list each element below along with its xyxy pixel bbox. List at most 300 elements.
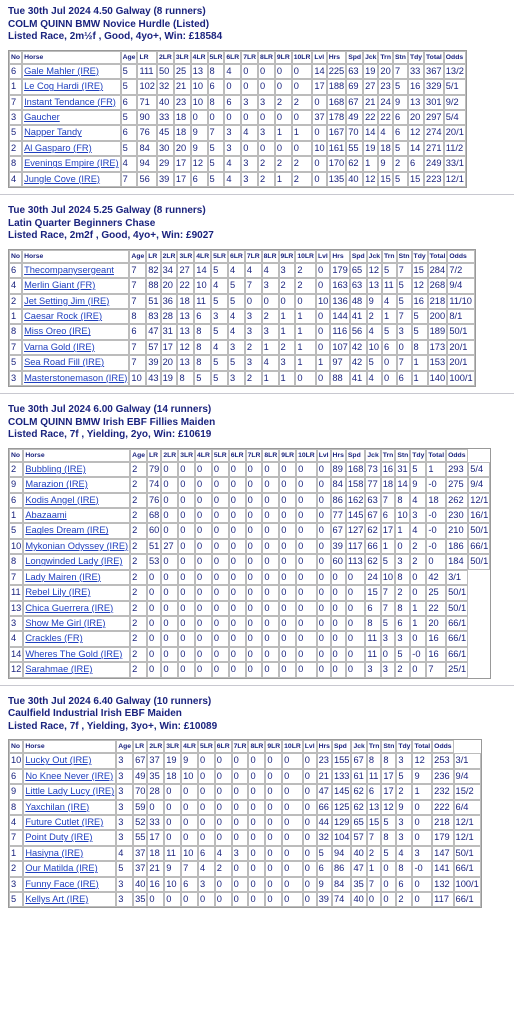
table-cell: 2 <box>367 309 382 324</box>
horse-link[interactable]: No Knee Never (IRE) <box>23 769 116 784</box>
column-header: 5LR <box>212 449 229 462</box>
table-cell: 0 <box>215 784 232 799</box>
table-cell: 0 <box>246 601 263 616</box>
table-cell: 0 <box>248 846 265 861</box>
horse-link[interactable]: Gale Mahler (IRE) <box>22 64 121 79</box>
table-cell: 8 <box>381 830 396 845</box>
table-cell: 20 <box>161 278 178 293</box>
table-cell: 5 <box>228 294 245 309</box>
table-cell: 0 <box>346 601 366 616</box>
table-cell: 61 <box>351 769 366 784</box>
table-cell: 0 <box>303 815 317 830</box>
table-cell: 2 <box>245 371 262 386</box>
table-cell: 5 <box>393 141 408 156</box>
table-cell: 2 <box>245 340 262 355</box>
table-cell: 2 <box>9 861 23 876</box>
column-header: 6LR <box>228 250 245 263</box>
table-cell: 3 <box>116 877 133 892</box>
table-cell: 16/1 <box>468 508 490 523</box>
horse-link[interactable]: Abazaami <box>23 508 130 523</box>
table-cell: 7 <box>9 340 22 355</box>
column-header: Lvl <box>316 250 330 263</box>
table-cell: 0 <box>229 554 246 569</box>
table-cell: 34 <box>161 263 178 278</box>
table-cell: 10 <box>381 570 396 585</box>
table-cell: 17 <box>381 769 396 784</box>
table-cell: 56 <box>350 324 367 339</box>
table-cell: 12 <box>363 172 378 187</box>
table-row <box>9 309 475 324</box>
table-cell: 0 <box>248 769 265 784</box>
horse-link[interactable]: Jungle Cove (IRE) <box>22 172 121 187</box>
table-cell: 2 <box>130 477 147 492</box>
table-cell: 7 <box>381 601 396 616</box>
table-cell: 0 <box>178 570 195 585</box>
table-cell: 168 <box>346 462 366 477</box>
table-cell: 49 <box>133 769 147 784</box>
column-header: 2LR <box>147 740 164 753</box>
horse-link[interactable]: Le Cog Hardi (IRE) <box>22 79 121 94</box>
table-cell: 33/1 <box>444 156 466 171</box>
table-cell: 62 <box>365 523 380 538</box>
table-cell: 0 <box>229 493 246 508</box>
table-cell: 88 <box>146 278 160 293</box>
table-cell: 42 <box>426 570 446 585</box>
table-cell: 7 <box>129 263 146 278</box>
table-header-row <box>9 740 481 753</box>
table-cell: 28 <box>147 784 164 799</box>
horse-link[interactable]: Evenings Empire (IRE) <box>22 156 121 171</box>
table-cell: 3 <box>228 340 245 355</box>
table-cell: 6 <box>198 846 215 861</box>
table-cell: 0 <box>232 784 249 799</box>
horse-link[interactable]: Show Me Girl (IRE) <box>23 616 130 631</box>
table-cell: 0 <box>161 554 178 569</box>
table-cell: 40 <box>133 877 147 892</box>
table-cell: 0 <box>164 784 181 799</box>
table-cell: 0 <box>161 647 178 662</box>
horse-link[interactable]: Our Matilda (IRE) <box>23 861 116 876</box>
table-cell: 20/1 <box>447 355 474 370</box>
horse-link[interactable]: Future Cutlet (IRE) <box>23 815 116 830</box>
table-cell: 5/1 <box>444 79 466 94</box>
table-cell: 2 <box>130 647 147 662</box>
table-cell: 3/1 <box>446 570 468 585</box>
table-cell: 0 <box>279 647 296 662</box>
horse-link[interactable]: Caesar Rock (IRE) <box>22 309 129 324</box>
column-header: Jck <box>365 449 380 462</box>
table-cell: 40 <box>351 892 366 907</box>
horse-link[interactable]: Hasiyna (IRE) <box>23 846 116 861</box>
table-cell: 0 <box>208 110 225 125</box>
table-cell: 0 <box>229 462 246 477</box>
table-cell: 0 <box>215 830 232 845</box>
table-cell: 13 <box>177 324 194 339</box>
table-cell: 5 <box>208 172 225 187</box>
table-cell: 3 <box>396 753 412 768</box>
table-cell: 3 <box>198 877 215 892</box>
table-cell: 8 <box>365 616 380 631</box>
table-cell: 3 <box>279 355 296 370</box>
table-cell: 140 <box>428 371 448 386</box>
race-info: Listed Race, 7f , Yielding, 3yo+, Win: £10089 <box>8 720 218 732</box>
column-header: LR <box>133 740 147 753</box>
table-cell: 1 <box>295 309 316 324</box>
table-cell: 5 <box>381 554 396 569</box>
column-header: Stn <box>395 449 410 462</box>
table-cell: 0 <box>410 631 426 646</box>
table-cell: 23 <box>378 79 393 94</box>
horse-link[interactable]: Kodis Angel (IRE) <box>23 493 130 508</box>
table-cell: 5 <box>211 355 228 370</box>
table-cell: 66/1 <box>446 631 468 646</box>
horse-link[interactable]: Crackles (FR) <box>23 631 130 646</box>
table-cell: 0 <box>246 508 263 523</box>
table-cell: 9 <box>181 753 198 768</box>
table-cell: 16 <box>147 877 164 892</box>
horse-link[interactable]: Eagles Dream (IRE) <box>23 523 130 538</box>
table-cell: 218 <box>432 815 453 830</box>
horse-link[interactable]: Masterstonemason (IRE) <box>22 371 129 386</box>
horse-link[interactable]: Bubbling (IRE) <box>23 462 130 477</box>
horse-link[interactable]: Chica Guerrera (IRE) <box>23 601 130 616</box>
race-header <box>8 201 512 249</box>
horse-link[interactable]: Miss Oreo (IRE) <box>22 324 129 339</box>
table-cell: 0 <box>212 462 229 477</box>
horse-link[interactable]: Funny Face (IRE) <box>23 877 116 892</box>
table-cell: 0 <box>212 523 229 538</box>
horse-link[interactable]: Lady Mairen (IRE) <box>23 570 130 585</box>
table-cell: -0 <box>426 477 446 492</box>
table-cell: 13 <box>177 355 194 370</box>
table-cell: 0 <box>246 493 263 508</box>
table-cell: 0 <box>147 601 161 616</box>
column-header: Horse <box>23 740 116 753</box>
table-cell: 3 <box>279 263 296 278</box>
table-cell: 0 <box>147 631 161 646</box>
table-cell: 50/1 <box>468 523 490 538</box>
table-header-row <box>9 51 466 64</box>
table-cell: 0 <box>262 508 279 523</box>
column-header: 5LR <box>208 51 225 64</box>
table-cell: 12/1 <box>454 830 481 845</box>
table-cell: 18 <box>147 846 164 861</box>
table-row <box>9 477 490 492</box>
table-cell: 253 <box>432 753 453 768</box>
table-cell: 100/1 <box>447 371 474 386</box>
column-header: 4LR <box>191 51 208 64</box>
table-cell: 3 <box>412 846 432 861</box>
table-cell: 11/10 <box>447 294 474 309</box>
table-cell: 0 <box>262 570 279 585</box>
table-cell: 0 <box>316 371 330 386</box>
table-cell: 4 <box>224 172 241 187</box>
table-cell: 116 <box>330 324 350 339</box>
table-cell: 111 <box>137 64 157 79</box>
table-cell: 125 <box>332 800 352 815</box>
table-cell: 66/1 <box>454 861 481 876</box>
table-cell: 45 <box>157 125 174 140</box>
horse-link[interactable]: Sea Road Fill (IRE) <box>22 355 129 370</box>
table-cell: 0 <box>195 647 212 662</box>
table-cell: 1 <box>295 340 316 355</box>
table-cell: 6 <box>9 64 22 79</box>
table-cell: 2 <box>130 493 147 508</box>
table-cell: 6 <box>393 110 408 125</box>
table-cell: 0 <box>279 477 296 492</box>
table-cell: 56 <box>137 172 157 187</box>
table-cell: 32 <box>157 79 174 94</box>
table-cell: 0 <box>248 800 265 815</box>
column-header: Total <box>426 449 446 462</box>
table-cell: 2 <box>275 95 292 110</box>
table-cell: 2 <box>130 601 147 616</box>
column-header: LR <box>146 250 160 263</box>
horse-link[interactable]: Point Duty (IRE) <box>23 830 116 845</box>
table-cell: 0 <box>317 601 331 616</box>
table-cell: 10 <box>181 846 198 861</box>
table-cell: 37 <box>133 861 147 876</box>
table-cell: 5 <box>410 462 426 477</box>
table-cell: 5 <box>194 371 211 386</box>
table-cell: 0 <box>229 539 246 554</box>
table-cell: 4 <box>262 355 279 370</box>
horse-link[interactable]: Longwinded Lady (IRE) <box>23 554 130 569</box>
table-cell: 12 <box>367 263 382 278</box>
table-cell: 0 <box>275 79 292 94</box>
table-cell: 66 <box>317 800 332 815</box>
table-cell: 0 <box>331 585 346 600</box>
table-row <box>9 278 475 293</box>
horse-link[interactable]: Gaucher <box>22 110 121 125</box>
table-cell: 0 <box>212 601 229 616</box>
table-cell: 0 <box>275 64 292 79</box>
table-cell: 0 <box>262 523 279 538</box>
column-header: Total <box>412 740 432 753</box>
table-cell: 3 <box>224 125 241 140</box>
table-cell: 0 <box>164 892 181 907</box>
table-cell: 20/1 <box>447 340 474 355</box>
horse-link[interactable]: Varna Gold (IRE) <box>22 340 129 355</box>
horse-link[interactable]: Jet Setting Jim (IRE) <box>22 294 129 309</box>
table-cell: 67 <box>365 508 380 523</box>
table-cell: 0 <box>296 601 317 616</box>
table-row <box>9 125 466 140</box>
table-cell: 0 <box>178 554 195 569</box>
table-cell: 0 <box>367 892 382 907</box>
table-cell: 2 <box>395 662 410 677</box>
table-cell: 0 <box>346 647 366 662</box>
table-cell: 0 <box>258 64 275 79</box>
table-cell: 3 <box>262 278 279 293</box>
table-cell: 0 <box>282 861 303 876</box>
table-cell: 90 <box>137 110 157 125</box>
table-cell: 0 <box>147 800 164 815</box>
table-cell: 76 <box>137 125 157 140</box>
horse-link[interactable]: Mykonian Odyssey (IRE) <box>23 539 130 554</box>
column-header: 4LR <box>194 250 211 263</box>
table-cell: 3 <box>116 769 133 784</box>
table-cell: 5 <box>382 324 397 339</box>
table-cell: 104 <box>332 830 352 845</box>
horse-link[interactable]: Instant Tendance (FR) <box>22 95 121 110</box>
table-cell: 17 <box>147 830 164 845</box>
table-cell: 0 <box>303 846 317 861</box>
horse-link[interactable]: Rebel Lily (IRE) <box>23 585 130 600</box>
table-cell: 18 <box>164 769 181 784</box>
table-cell: 0 <box>246 539 263 554</box>
column-header: 10LR <box>296 449 317 462</box>
table-cell: 0 <box>212 662 229 677</box>
table-cell: 17 <box>174 172 191 187</box>
table-cell: 50/1 <box>468 554 490 569</box>
table-cell: 86 <box>331 493 346 508</box>
table-cell: 37 <box>147 753 164 768</box>
table-cell: 284 <box>428 263 448 278</box>
table-cell: 168 <box>327 95 347 110</box>
table-cell: 2 <box>393 156 408 171</box>
table-cell: 0 <box>296 477 317 492</box>
horse-link[interactable]: Al Gasparo (FR) <box>22 141 121 156</box>
column-header: Odds <box>444 51 466 64</box>
table-cell: 3 <box>381 662 396 677</box>
column-header: 3LR <box>178 449 195 462</box>
horse-link[interactable]: Marazion (IRE) <box>23 477 130 492</box>
table-cell: 2 <box>130 616 147 631</box>
table-cell: 32 <box>317 830 332 845</box>
table-cell: 5 <box>9 355 22 370</box>
column-header: 4LR <box>181 740 198 753</box>
table-cell: 0 <box>229 585 246 600</box>
table-cell: 7 <box>121 172 138 187</box>
table-cell: 0 <box>317 462 331 477</box>
table-cell: 7 <box>181 861 198 876</box>
table-cell: 20 <box>161 355 178 370</box>
table-cell: 0 <box>279 493 296 508</box>
table-cell: 6 <box>9 493 23 508</box>
table-cell: 0 <box>212 554 229 569</box>
table-cell: 1 <box>295 355 316 370</box>
table-row <box>9 324 475 339</box>
table-cell: 0 <box>296 631 317 646</box>
table-cell: 9 <box>317 877 332 892</box>
table-cell: 13 <box>191 64 208 79</box>
horse-link[interactable]: Merlin Giant (FR) <box>22 278 129 293</box>
table-cell: 1 <box>395 523 410 538</box>
table-cell: 1 <box>295 324 316 339</box>
table-cell: 9 <box>9 477 23 492</box>
table-cell: 0 <box>161 523 178 538</box>
table-cell: 5 <box>367 355 382 370</box>
table-cell: 0 <box>178 631 195 646</box>
horse-link[interactable]: Wheres The Gold (IRE) <box>23 647 130 662</box>
column-header: 7LR <box>246 449 263 462</box>
table-cell: 62 <box>365 554 380 569</box>
table-cell: 0 <box>161 477 178 492</box>
table-cell: 8/1 <box>447 309 474 324</box>
table-cell: 1 <box>9 508 23 523</box>
table-cell: 15 <box>408 172 424 187</box>
table-cell: 6 <box>408 156 424 171</box>
column-header: 5LR <box>198 740 215 753</box>
column-header: Trn <box>378 51 393 64</box>
runners-table <box>8 50 467 188</box>
race-title: Tue 30th Jul 2024 6.40 Galway (10 runners) <box>8 695 212 707</box>
table-cell: 76 <box>147 493 161 508</box>
table-cell: 5/4 <box>444 110 466 125</box>
table-cell: 0 <box>262 647 279 662</box>
table-cell: 16 <box>426 631 446 646</box>
table-cell: 0 <box>212 570 229 585</box>
table-cell: 0 <box>282 769 303 784</box>
horse-link[interactable]: Napper Tandy <box>22 125 121 140</box>
table-cell: 0 <box>178 523 195 538</box>
table-cell: 11 <box>9 585 23 600</box>
table-cell: 10 <box>312 141 326 156</box>
table-cell: 3 <box>241 172 258 187</box>
table-row <box>9 539 490 554</box>
column-header: Age <box>116 740 133 753</box>
table-cell: 5 <box>208 141 225 156</box>
table-cell: 5 <box>211 324 228 339</box>
table-cell: 4 <box>9 631 23 646</box>
table-cell: -0 <box>426 508 446 523</box>
table-cell: 18 <box>381 477 396 492</box>
table-cell: 3 <box>262 324 279 339</box>
table-cell: 16 <box>408 79 424 94</box>
table-cell: 7 <box>129 355 146 370</box>
horse-link[interactable]: Yaxchilan (IRE) <box>23 800 116 815</box>
horse-link[interactable]: Little Lady Lucy (IRE) <box>23 784 116 799</box>
table-cell: 0 <box>279 601 296 616</box>
table-cell: 23 <box>174 95 191 110</box>
table-cell: 8 <box>395 570 410 585</box>
table-cell: 36 <box>161 294 178 309</box>
table-cell: 15 <box>378 172 393 187</box>
table-cell: 0 <box>410 585 426 600</box>
table-cell: 8 <box>381 753 396 768</box>
table-cell: 0 <box>181 784 198 799</box>
table-cell: 0 <box>198 800 215 815</box>
column-header: Tdy <box>410 449 426 462</box>
table-cell: 6 <box>194 309 211 324</box>
table-cell: 0 <box>412 892 432 907</box>
table-cell: 0 <box>317 631 331 646</box>
table-cell: 162 <box>346 493 366 508</box>
horse-link[interactable]: Lucky Out (IRE) <box>23 753 116 768</box>
table-cell: 0 <box>316 278 330 293</box>
column-header: Hrs <box>331 449 346 462</box>
table-cell: 9/4 <box>468 477 490 492</box>
horse-link[interactable]: Kellys Art (IRE) <box>23 892 116 907</box>
table-cell: -0 <box>426 523 446 538</box>
horse-link[interactable]: Thecompanysergeant <box>22 263 129 278</box>
table-cell: 3 <box>245 324 262 339</box>
table-cell: 47 <box>146 324 160 339</box>
table-cell: 73 <box>365 462 380 477</box>
table-cell: 3 <box>9 371 22 386</box>
table-cell: 1 <box>426 462 446 477</box>
table-cell: 184 <box>446 554 468 569</box>
column-header: 9LR <box>275 51 292 64</box>
table-cell: 3/1 <box>454 753 481 768</box>
table-cell: 9 <box>393 95 408 110</box>
column-header: 7LR <box>245 250 262 263</box>
column-header: Lvl <box>312 51 326 64</box>
table-cell: 0 <box>296 570 317 585</box>
table-cell: 4 <box>241 125 258 140</box>
horse-link[interactable]: Sarahmae (IRE) <box>23 662 130 677</box>
